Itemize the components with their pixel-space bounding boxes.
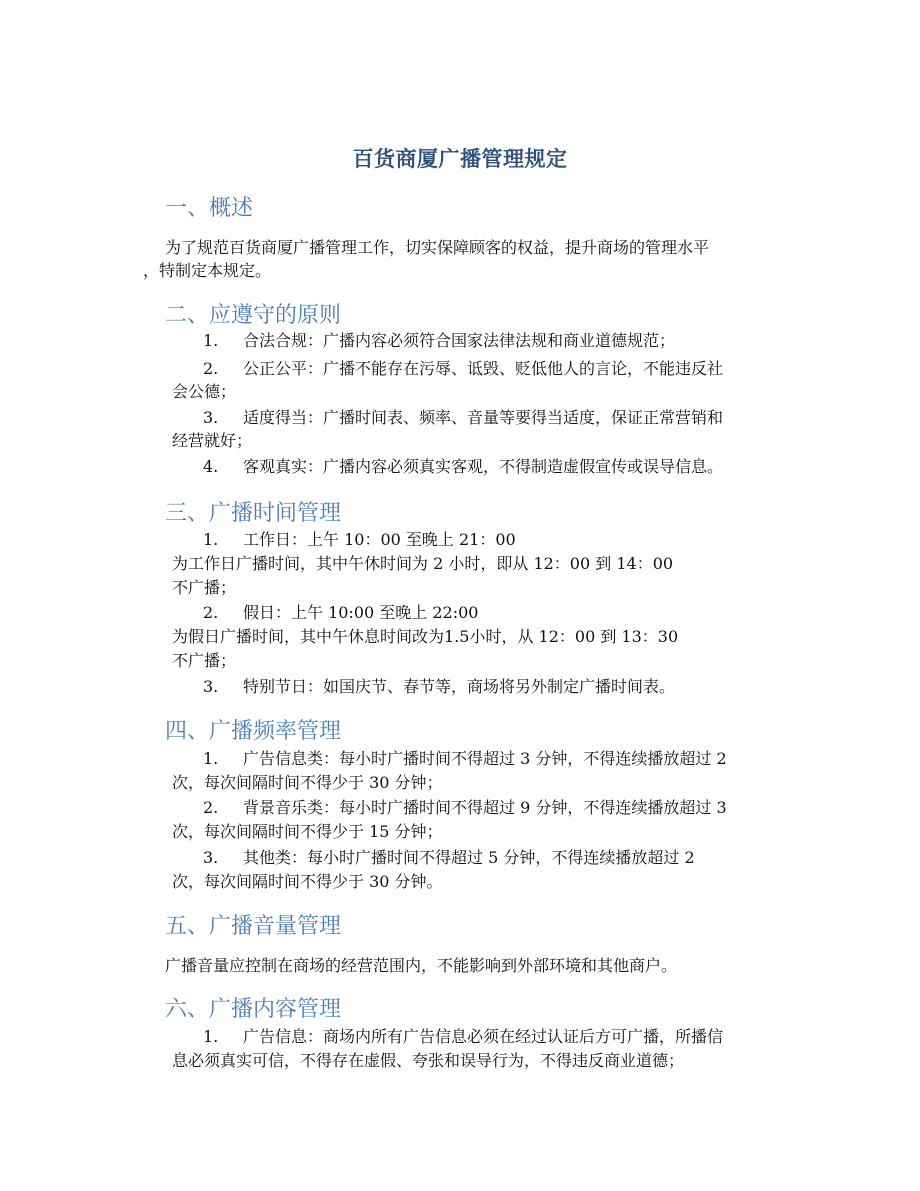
frequency-3-text-line-1: 其他类：每小时广播时间不得超过 5 分钟，不得连续播放超过 2 xyxy=(243,848,695,867)
section-heading-overview: 一、概述 xyxy=(165,196,254,221)
time-1-text-line-3: 不广播； xyxy=(172,578,237,597)
principle-3-text-line-1: 适度得当：广播时间表、频率、音量等要得当适度，保证正常营销和 xyxy=(243,408,724,427)
frequency-3-number: 3. xyxy=(203,848,219,867)
section-heading-time: 三、广播时间管理 xyxy=(165,501,342,526)
time-3-number: 3. xyxy=(203,677,219,696)
principle-4-number: 4. xyxy=(203,457,219,476)
frequency-2-text-line-1: 背景音乐类：每小时广播时间不得超过 9 分钟，不得连续播放超过 3 xyxy=(243,798,727,817)
principle-2-number: 2. xyxy=(203,359,219,378)
time-2-text-line-2: 为假日广播时间，其中午休息时间改为1.5小时，从 12：00 到 13：30 xyxy=(172,627,679,646)
frequency-1-text-line-2: 次，每次间隔时间不得少于 30 分钟； xyxy=(172,773,443,792)
section-heading-principles: 二、应遵守的原则 xyxy=(165,303,342,328)
frequency-1-text-line-1: 广告信息类：每小时广播时间不得超过 3 分钟，不得连续播放超过 2 xyxy=(243,749,727,768)
time-2-text-line-3: 不广播； xyxy=(172,651,237,670)
document-title: 百货商厦广播管理规定 xyxy=(352,147,568,171)
frequency-3-text-line-2: 次，每次间隔时间不得少于 30 分钟。 xyxy=(172,872,443,891)
content-1-text-line-2: 息必须真实可信，不得存在虚假、夸张和误导行为，不得违反商业道德； xyxy=(172,1051,685,1070)
principle-1-number: 1. xyxy=(203,331,219,350)
section-heading-frequency: 四、广播频率管理 xyxy=(165,719,342,744)
time-1-text-line-1: 工作日：上午 10：00 至晚上 21：00 xyxy=(243,530,516,549)
content-1-number: 1. xyxy=(203,1027,219,1046)
frequency-1-number: 1. xyxy=(203,749,219,768)
section-heading-content: 六、广播内容管理 xyxy=(165,997,342,1022)
principle-2-text-line-2: 会公德； xyxy=(172,382,237,401)
overview-paragraph-line-2: ，特制定本规定。 xyxy=(143,261,272,280)
principle-4-text: 客观真实：广播内容必须真实客观，不得制造虚假宣传或误导信息。 xyxy=(243,457,724,476)
section-heading-volume: 五、广播音量管理 xyxy=(165,914,342,939)
time-2-text-line-1: 假日：上午 10:00 至晚上 22:00 xyxy=(243,603,479,622)
volume-paragraph: 广播音量应控制在商场的经营范围内，不能影响到外部环境和其他商户。 xyxy=(165,956,678,975)
principle-2-text-line-1: 公正公平：广播不能存在污辱、诋毁、贬低他人的言论，不能违反社 xyxy=(243,359,724,378)
time-3-text: 特别节日：如国庆节、春节等，商场将另外制定广播时间表。 xyxy=(243,677,676,696)
content-1-text-line-1: 广告信息：商场内所有广告信息必须在经过认证后方可广播，所播信 xyxy=(243,1027,724,1046)
principle-3-text-line-2: 经营就好； xyxy=(172,431,253,450)
principle-3-number: 3. xyxy=(203,408,219,427)
time-2-number: 2. xyxy=(203,603,219,622)
time-1-text-line-2: 为工作日广播时间，其中午休时间为 2 小时，即从 12：00 到 14：00 xyxy=(172,554,674,573)
time-1-number: 1. xyxy=(203,530,219,549)
frequency-2-text-line-2: 次，每次间隔时间不得少于 15 分钟； xyxy=(172,822,443,841)
principle-1-text: 合法合规：广播内容必须符合国家法律法规和商业道德规范； xyxy=(243,331,676,350)
overview-paragraph-line-1: 为了规范百货商厦广播管理工作，切实保障顾客的权益，提升商场的管理水平 xyxy=(165,238,710,257)
frequency-2-number: 2. xyxy=(203,798,219,817)
